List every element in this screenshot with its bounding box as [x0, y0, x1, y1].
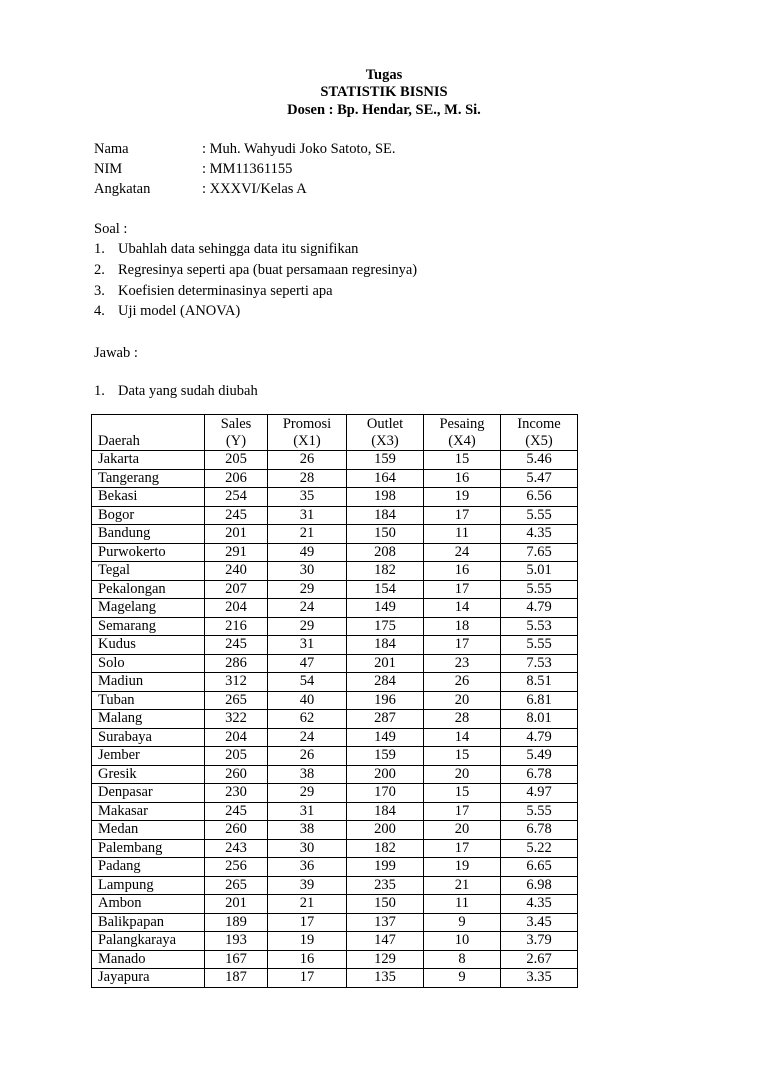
column-header-sales: Sales (Y): [205, 415, 268, 451]
value-cell: 15: [424, 784, 501, 803]
value-cell: 6.65: [501, 858, 578, 877]
value-cell: 254: [205, 488, 268, 507]
value-cell: 312: [205, 673, 268, 692]
table-row: [92, 802, 578, 821]
value-cell: 150: [347, 895, 424, 914]
value-cell: 198: [347, 488, 424, 507]
value-cell: 137: [347, 913, 424, 932]
value-cell: 16: [268, 950, 347, 969]
region-cell: Balikpapan: [92, 913, 205, 932]
value-cell: 204: [205, 728, 268, 747]
value-cell: 17: [424, 839, 501, 858]
value-cell: 24: [268, 599, 347, 618]
data-table: [91, 414, 578, 988]
value-cell: 149: [347, 599, 424, 618]
table-row: [92, 543, 578, 562]
value-cell: 265: [205, 876, 268, 895]
value-cell: 5.46: [501, 451, 578, 470]
value-cell: 3.45: [501, 913, 578, 932]
value-cell: 206: [205, 469, 268, 488]
region-cell: Madiun: [92, 673, 205, 692]
table-row: [92, 488, 578, 507]
value-cell: 21: [424, 876, 501, 895]
table-row: [92, 913, 578, 932]
value-cell: 28: [424, 710, 501, 729]
value-cell: 265: [205, 691, 268, 710]
column-header-pesaing: Pesaing (X4): [424, 415, 501, 451]
value-cell: 204: [205, 599, 268, 618]
value-cell: 287: [347, 710, 424, 729]
table-row: [92, 451, 578, 470]
value-cell: 200: [347, 765, 424, 784]
value-cell: 205: [205, 747, 268, 766]
question-number: 3.: [94, 283, 105, 299]
jawab-heading: Jawab :: [94, 345, 138, 361]
table-row: [92, 858, 578, 877]
value-cell: 286: [205, 654, 268, 673]
value-cell: 31: [268, 802, 347, 821]
value-cell: 28: [268, 469, 347, 488]
value-cell: 29: [268, 617, 347, 636]
angkatan-value: : XXXVI/Kelas A: [202, 181, 307, 197]
value-cell: 243: [205, 839, 268, 858]
column-header-income: Income (X5): [501, 415, 578, 451]
region-cell: Tangerang: [92, 469, 205, 488]
region-cell: Malang: [92, 710, 205, 729]
value-cell: 135: [347, 969, 424, 988]
region-cell: Bekasi: [92, 488, 205, 507]
region-cell: Bandung: [92, 525, 205, 544]
table-row: [92, 710, 578, 729]
value-cell: 5.47: [501, 469, 578, 488]
region-cell: Medan: [92, 821, 205, 840]
value-cell: 20: [424, 691, 501, 710]
table-row: [92, 562, 578, 581]
angkatan-label: Angkatan: [94, 181, 151, 197]
value-cell: 235: [347, 876, 424, 895]
table-row: [92, 691, 578, 710]
value-cell: 6.81: [501, 691, 578, 710]
value-cell: 38: [268, 821, 347, 840]
column-header-daerah: Daerah: [92, 415, 205, 451]
value-cell: 17: [268, 913, 347, 932]
value-cell: 7.53: [501, 654, 578, 673]
region-cell: Palembang: [92, 839, 205, 858]
value-cell: 170: [347, 784, 424, 803]
region-cell: Tuban: [92, 691, 205, 710]
value-cell: 240: [205, 562, 268, 581]
value-cell: 4.79: [501, 599, 578, 618]
value-cell: 4.35: [501, 525, 578, 544]
value-cell: 31: [268, 636, 347, 655]
table-header-row: [92, 415, 578, 451]
answer-number: 1.: [94, 383, 105, 399]
value-cell: 291: [205, 543, 268, 562]
region-cell: Magelang: [92, 599, 205, 618]
value-cell: 49: [268, 543, 347, 562]
answer-text: Data yang sudah diubah: [118, 383, 258, 399]
value-cell: 35: [268, 488, 347, 507]
value-cell: 30: [268, 562, 347, 581]
value-cell: 20: [424, 765, 501, 784]
value-cell: 6.56: [501, 488, 578, 507]
value-cell: 149: [347, 728, 424, 747]
region-cell: Purwokerto: [92, 543, 205, 562]
value-cell: 201: [205, 895, 268, 914]
value-cell: 7.65: [501, 543, 578, 562]
value-cell: 23: [424, 654, 501, 673]
table-row: [92, 525, 578, 544]
value-cell: 187: [205, 969, 268, 988]
value-cell: 184: [347, 636, 424, 655]
region-cell: Jember: [92, 747, 205, 766]
value-cell: 16: [424, 562, 501, 581]
table-row: [92, 506, 578, 525]
question-number: 1.: [94, 241, 105, 257]
soal-heading: Soal :: [94, 221, 128, 237]
table-row: [92, 932, 578, 951]
value-cell: 150: [347, 525, 424, 544]
value-cell: 260: [205, 821, 268, 840]
value-cell: 26: [424, 673, 501, 692]
region-cell: Pekalongan: [92, 580, 205, 599]
region-cell: Ambon: [92, 895, 205, 914]
value-cell: 208: [347, 543, 424, 562]
value-cell: 15: [424, 451, 501, 470]
value-cell: 14: [424, 728, 501, 747]
value-cell: 184: [347, 506, 424, 525]
value-cell: 216: [205, 617, 268, 636]
value-cell: 17: [424, 636, 501, 655]
lecturer-title: Dosen : Bp. Hendar, SE., M. Si.: [287, 102, 481, 118]
table-row: [92, 654, 578, 673]
value-cell: 24: [268, 728, 347, 747]
value-cell: 4.97: [501, 784, 578, 803]
table-row: [92, 950, 578, 969]
value-cell: 18: [424, 617, 501, 636]
table-row: [92, 469, 578, 488]
value-cell: 19: [424, 488, 501, 507]
value-cell: 47: [268, 654, 347, 673]
question-number: 2.: [94, 262, 105, 278]
value-cell: 147: [347, 932, 424, 951]
value-cell: 24: [424, 543, 501, 562]
question-text: Regresinya seperti apa (buat persamaan regresinya): [118, 262, 418, 278]
value-cell: 9: [424, 913, 501, 932]
table-row: [92, 673, 578, 692]
value-cell: 19: [268, 932, 347, 951]
value-cell: 207: [205, 580, 268, 599]
value-cell: 30: [268, 839, 347, 858]
name-value: : Muh. Wahyudi Joko Satoto, SE.: [202, 141, 396, 157]
region-cell: Manado: [92, 950, 205, 969]
doc-title: Tugas: [365, 67, 403, 83]
value-cell: 38: [268, 765, 347, 784]
value-cell: 31: [268, 506, 347, 525]
value-cell: 19: [424, 858, 501, 877]
table-row: [92, 765, 578, 784]
column-header-promosi: Promosi (X1): [268, 415, 347, 451]
value-cell: 3.79: [501, 932, 578, 951]
region-cell: Jayapura: [92, 969, 205, 988]
value-cell: 6.78: [501, 821, 578, 840]
table-row: [92, 599, 578, 618]
value-cell: 5.53: [501, 617, 578, 636]
nim-label: NIM: [94, 161, 123, 177]
value-cell: 182: [347, 839, 424, 858]
value-cell: 5.55: [501, 636, 578, 655]
table-row: [92, 617, 578, 636]
value-cell: 14: [424, 599, 501, 618]
nim-value: : MM11361155: [202, 161, 293, 177]
value-cell: 16: [424, 469, 501, 488]
value-cell: 39: [268, 876, 347, 895]
question-number: 4.: [94, 303, 105, 319]
value-cell: 245: [205, 802, 268, 821]
value-cell: 5.55: [501, 580, 578, 599]
value-cell: 260: [205, 765, 268, 784]
course-title: STATISTIK BISNIS: [320, 84, 448, 100]
value-cell: 230: [205, 784, 268, 803]
value-cell: 6.78: [501, 765, 578, 784]
value-cell: 189: [205, 913, 268, 932]
region-cell: Kudus: [92, 636, 205, 655]
value-cell: 26: [268, 451, 347, 470]
value-cell: 29: [268, 580, 347, 599]
table-row: [92, 969, 578, 988]
region-cell: Jakarta: [92, 451, 205, 470]
value-cell: 4.35: [501, 895, 578, 914]
value-cell: 62: [268, 710, 347, 729]
value-cell: 17: [424, 580, 501, 599]
table-row: [92, 784, 578, 803]
region-cell: Gresik: [92, 765, 205, 784]
value-cell: 159: [347, 451, 424, 470]
region-cell: Palangkaraya: [92, 932, 205, 951]
value-cell: 154: [347, 580, 424, 599]
value-cell: 10: [424, 932, 501, 951]
table-row: [92, 895, 578, 914]
value-cell: 21: [268, 895, 347, 914]
question-text: Ubahlah data sehingga data itu signifikan: [118, 241, 359, 257]
value-cell: 201: [347, 654, 424, 673]
table-row: [92, 821, 578, 840]
value-cell: 26: [268, 747, 347, 766]
value-cell: 21: [268, 525, 347, 544]
region-cell: Lampung: [92, 876, 205, 895]
value-cell: 5.55: [501, 802, 578, 821]
value-cell: 3.35: [501, 969, 578, 988]
table-body: [92, 451, 578, 988]
value-cell: 129: [347, 950, 424, 969]
value-cell: 8: [424, 950, 501, 969]
value-cell: 164: [347, 469, 424, 488]
region-cell: Makasar: [92, 802, 205, 821]
value-cell: 256: [205, 858, 268, 877]
question-text: Uji model (ANOVA): [118, 303, 241, 319]
value-cell: 17: [424, 506, 501, 525]
value-cell: 200: [347, 821, 424, 840]
region-cell: Bogor: [92, 506, 205, 525]
value-cell: 54: [268, 673, 347, 692]
table-row: [92, 728, 578, 747]
value-cell: 29: [268, 784, 347, 803]
value-cell: 167: [205, 950, 268, 969]
value-cell: 5.22: [501, 839, 578, 858]
region-cell: Denpasar: [92, 784, 205, 803]
table-row: [92, 747, 578, 766]
value-cell: 6.98: [501, 876, 578, 895]
value-cell: 196: [347, 691, 424, 710]
value-cell: 193: [205, 932, 268, 951]
value-cell: 40: [268, 691, 347, 710]
value-cell: 182: [347, 562, 424, 581]
value-cell: 199: [347, 858, 424, 877]
table-row: [92, 876, 578, 895]
value-cell: 11: [424, 895, 501, 914]
name-label: Nama: [94, 141, 129, 157]
value-cell: 2.67: [501, 950, 578, 969]
value-cell: 17: [424, 802, 501, 821]
table-row: [92, 580, 578, 599]
value-cell: 284: [347, 673, 424, 692]
region-cell: Tegal: [92, 562, 205, 581]
value-cell: 175: [347, 617, 424, 636]
table-row: [92, 839, 578, 858]
value-cell: 201: [205, 525, 268, 544]
region-cell: Semarang: [92, 617, 205, 636]
question-text: Koefisien determinasinya seperti apa: [118, 283, 333, 299]
value-cell: 8.51: [501, 673, 578, 692]
value-cell: 5.01: [501, 562, 578, 581]
value-cell: 36: [268, 858, 347, 877]
value-cell: 205: [205, 451, 268, 470]
value-cell: 17: [268, 969, 347, 988]
value-cell: 15: [424, 747, 501, 766]
value-cell: 322: [205, 710, 268, 729]
region-cell: Solo: [92, 654, 205, 673]
table-row: [92, 636, 578, 655]
value-cell: 5.55: [501, 506, 578, 525]
value-cell: 8.01: [501, 710, 578, 729]
value-cell: 5.49: [501, 747, 578, 766]
value-cell: 20: [424, 821, 501, 840]
value-cell: 245: [205, 636, 268, 655]
region-cell: Padang: [92, 858, 205, 877]
value-cell: 184: [347, 802, 424, 821]
value-cell: 245: [205, 506, 268, 525]
value-cell: 9: [424, 969, 501, 988]
value-cell: 11: [424, 525, 501, 544]
value-cell: 4.79: [501, 728, 578, 747]
value-cell: 159: [347, 747, 424, 766]
region-cell: Surabaya: [92, 728, 205, 747]
column-header-outlet: Outlet (X3): [347, 415, 424, 451]
